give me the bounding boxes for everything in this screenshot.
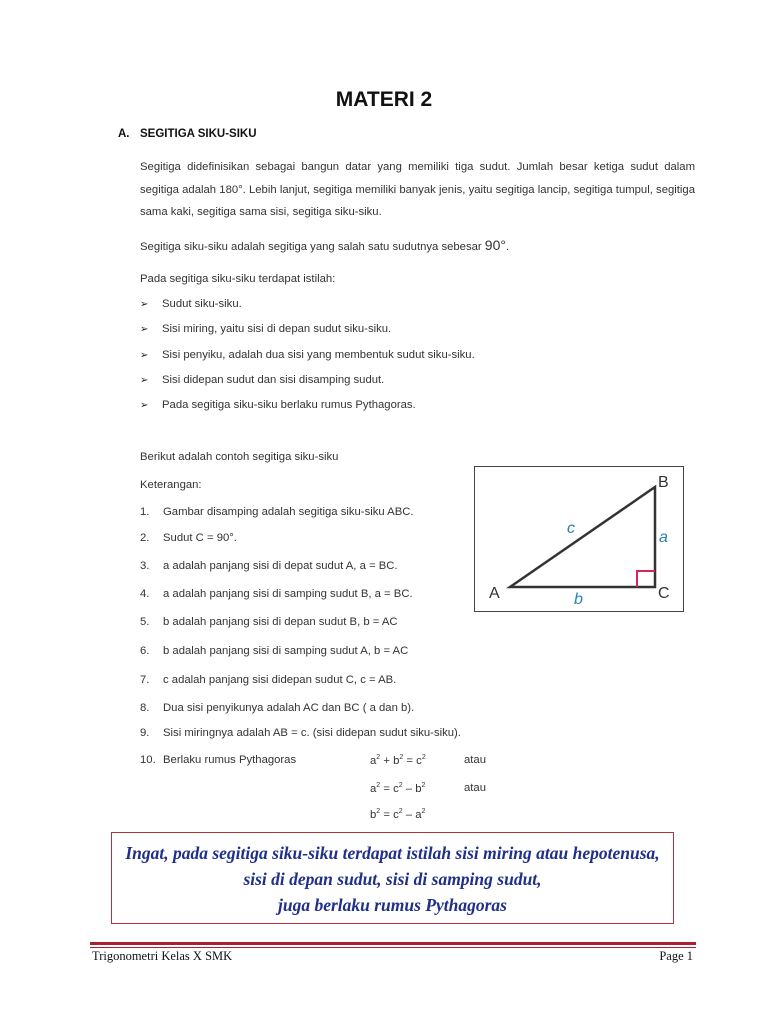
reminder-box <box>111 832 674 924</box>
section-heading <box>118 128 257 140</box>
pythagoras-formula: $a^2 + b^2 = c^2$ <box>370 754 426 767</box>
item-number: 10. <box>140 754 156 766</box>
right-triangle-diagram <box>475 467 683 611</box>
item-number: 8. <box>140 702 150 714</box>
footer-title: Trigonometri Kelas X SMK <box>92 949 233 963</box>
vertex-b-label: B <box>658 474 669 491</box>
definition-end: . <box>505 241 510 253</box>
list-item <box>140 532 237 544</box>
list-item <box>140 702 414 714</box>
terms-intro: Pada segitiga siku-siku terdapat istilah: <box>140 273 336 285</box>
formula-connector: atau <box>464 754 486 766</box>
page-title: MATERI 2 <box>335 88 433 111</box>
footer-rule <box>90 942 696 945</box>
footer-rule-thin <box>90 947 696 948</box>
reminder-line: juga berlaku rumus Pythagoras <box>277 895 507 915</box>
item-text: b adalah panjang sisi di depan sudut B, b = AC <box>163 616 398 628</box>
list-item <box>140 754 296 766</box>
side-a-label: a <box>659 529 668 546</box>
list-item <box>140 616 398 628</box>
bullet-item <box>140 399 416 411</box>
side-b-label: b <box>574 591 583 608</box>
bullet-item <box>140 298 242 310</box>
list-item <box>140 560 398 572</box>
item-text: Sudut C = 90°. <box>163 532 237 544</box>
item-number: 6. <box>140 645 150 657</box>
list-item <box>140 674 396 686</box>
item-text: Dua sisi penyikunya adalah AC dan BC ( a dan b). <box>163 702 415 714</box>
bullet-item <box>140 323 391 335</box>
bullet-item <box>140 349 475 361</box>
section-title: SEGITIGA SIKU-SIKU <box>140 128 257 140</box>
list-item <box>140 506 414 518</box>
section-label: A. <box>118 128 130 140</box>
vertex-a-label: A <box>489 585 500 602</box>
right-angle-marker <box>637 571 655 587</box>
item-number: 1. <box>140 506 150 518</box>
item-number: 9. <box>140 727 150 739</box>
item-text: c adalah panjang sisi didepan sudut C, c = AB. <box>163 674 397 686</box>
definition-text: Segitiga siku-siku adalah segitiga yang salah satu sudutnya sebesar <box>140 241 485 253</box>
triangle-figure <box>474 466 684 612</box>
right-triangle-definition <box>140 237 509 253</box>
side-c-label: c <box>567 520 575 537</box>
item-text: Sisi miringnya adalah AB = c. (sisi didepan sudut siku-siku). <box>163 727 461 739</box>
bullet-text: Sisi didepan sudut dan sisi disamping sudut. <box>162 374 385 386</box>
vertex-c-label: C <box>658 585 670 602</box>
bullet-text: Pada segitiga siku-siku berlaku rumus Pythagoras. <box>162 399 416 411</box>
bullet-text: Sisi miring, yaitu sisi di depan sudut siku-siku. <box>162 323 392 335</box>
bullet-text: Sisi penyiku, adalah dua sisi yang membentuk sudut siku-siku. <box>162 349 475 361</box>
page-number: Page 1 <box>659 949 693 963</box>
item-text: a adalah panjang sisi di depat sudut A, a = BC. <box>163 560 398 572</box>
bullet-text: Sudut siku-siku. <box>162 298 242 310</box>
item-text: b adalah panjang sisi di samping sudut A, b = AC <box>163 645 409 657</box>
formula-connector: atau <box>464 782 486 794</box>
list-item <box>140 727 461 739</box>
list-item <box>140 645 408 657</box>
reminder-line: sisi di depan sudut, sisi di samping sudut, <box>243 869 542 889</box>
item-number: 3. <box>140 560 150 572</box>
item-text: Gambar disamping adalah segitiga siku-siku ABC. <box>163 506 414 518</box>
item-number: 2. <box>140 532 150 544</box>
definition-paragraph: Segitiga didefinisikan sebagai bangun datar yang memiliki tiga sudut. Jumlah besar ketiga sudut dalam segitiga adalah 180°. Lebih lanjut, segitiga memiliki banyak jenis, yaitu segitiga lancip, segitiga tumpul, segitiga sama kaki, segitiga sama sisi, segitiga siku-siku. <box>140 161 695 218</box>
angle-value: 90° <box>484 237 506 253</box>
arrow-bullet-icon: ➢ <box>140 375 149 386</box>
reminder-line: Ingat, pada segitiga siku-siku terdapat istilah sisi miring atau hepotenusa, <box>125 843 660 863</box>
item-number: 5. <box>140 616 150 628</box>
bullet-item <box>140 374 384 386</box>
item-text: Berlaku rumus Pythagoras <box>163 754 297 766</box>
pythagoras-formula: $b^2 = c^2 - a^2$ <box>370 808 426 821</box>
item-number: 7. <box>140 674 150 686</box>
keterangan-label: Keterangan: <box>140 479 202 491</box>
arrow-bullet-icon: ➢ <box>140 350 149 361</box>
list-item <box>140 588 413 600</box>
example-intro: Berikut adalah contoh segitiga siku-siku <box>140 451 339 463</box>
triangle-shape <box>510 487 655 587</box>
item-number: 4. <box>140 588 150 600</box>
pythagoras-formula: $a^2 = c^2 - b^2$ <box>370 782 426 795</box>
item-text: a adalah panjang sisi di samping sudut B, a = BC. <box>163 588 413 600</box>
arrow-bullet-icon: ➢ <box>140 324 149 335</box>
arrow-bullet-icon: ➢ <box>140 299 149 310</box>
arrow-bullet-icon: ➢ <box>140 400 149 411</box>
